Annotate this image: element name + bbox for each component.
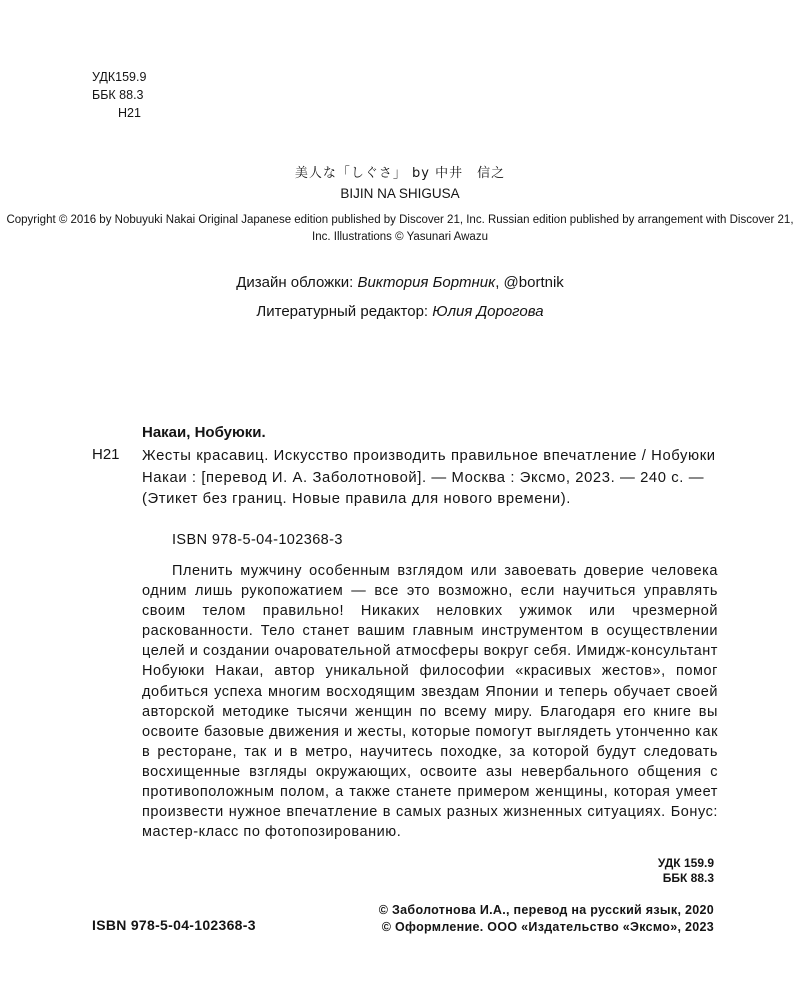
original-title-romaji: BIJIN NA SHIGUSA bbox=[340, 186, 460, 201]
catalog-code: Н21 bbox=[92, 446, 120, 463]
literary-editor-credit bbox=[0, 303, 800, 320]
author-sign-code: Н21 bbox=[118, 106, 141, 120]
cover-designer-name: Виктория Бортник bbox=[357, 274, 496, 291]
bottom-bbk-code: ББК 88.3 bbox=[662, 871, 714, 885]
translation-rights: © Заболотнова И.А., перевод на русский язык, 2020 bbox=[378, 903, 714, 917]
original-copyright: Copyright © 2016 by Nobuyuki Nakai Original Japanese edition published by Discover 21, Inc. Russian edition published by arrangement with Discover 21, Inc. Illustrations © Yasunari Awazu bbox=[6, 214, 794, 243]
editor-name: Юлия Дорогова bbox=[432, 303, 544, 320]
catalog-author: Накаи, Нобуюки. bbox=[142, 424, 266, 441]
design-rights: © Оформление. ООО «Издательство «Эксмо», 2023 bbox=[381, 920, 714, 934]
catalog-isbn: ISBN 978-5-04-102368-3 bbox=[172, 532, 343, 548]
cover-design-credit bbox=[0, 274, 800, 291]
rights-notice bbox=[379, 902, 714, 936]
bottom-isbn: ISBN 978-5-04-102368-3 bbox=[92, 917, 256, 933]
catalog-description: Жесты красавиц. Искусство производить правильное впечатление / Нобуюки Накаи : [перевод И. А. Заболотновой]. — Москва : Эксмо, 2023. — 240 с. — (Этикет без границ. Новые правила для нового времени). bbox=[142, 448, 716, 507]
bbk-code: ББК 88.3 bbox=[92, 88, 144, 102]
top-classification-codes bbox=[92, 68, 146, 122]
original-title-japanese: 美人な「しぐさ」 by 中井 信之 bbox=[294, 166, 506, 181]
bottom-udk-code: УДК 159.9 bbox=[657, 856, 714, 870]
annotation-text: Пленить мужчину особенным взглядом или завоевать доверие человека одним лишь рукопожатием — все это возможно, если научиться управлять своим телом правильно! Никаких неловких ужимок или чрезмерной раскованности. Тело станет вашим главным инструментом в осуществлении целей и создании очаровательной атмосферы вокруг себя. Имидж-консультант Нобуюки Накаи, автор уникальной философии «красивых жестов», помог добиться успеха многим восходящим звездам Японии и теперь обучает своей авторской методике тысячи женщин по всему миру. Благодаря его книге вы освоите базовые движения и жесты, которые помогут выглядеть утонченно как в ресторане, так и в метро, научитесь походке, за которой будут следовать восхищенные взгляды окружающих, освоите азы невербального общения с противоположным полом, а также станете примером женщины, которая умеет произвести нужное впечатление в самых разных жизненных ситуациях. Бонус: мастер-класс по фотопозированию. bbox=[142, 563, 718, 841]
cover-credit-label: Дизайн обложки: bbox=[236, 274, 358, 291]
book-annotation bbox=[142, 561, 718, 842]
udk-code: УДК159.9 bbox=[92, 70, 147, 84]
cover-designer-handle: , @bortnik bbox=[495, 274, 564, 291]
editor-credit-label: Литературный редактор: bbox=[256, 303, 433, 320]
bottom-classification-codes bbox=[658, 856, 714, 886]
